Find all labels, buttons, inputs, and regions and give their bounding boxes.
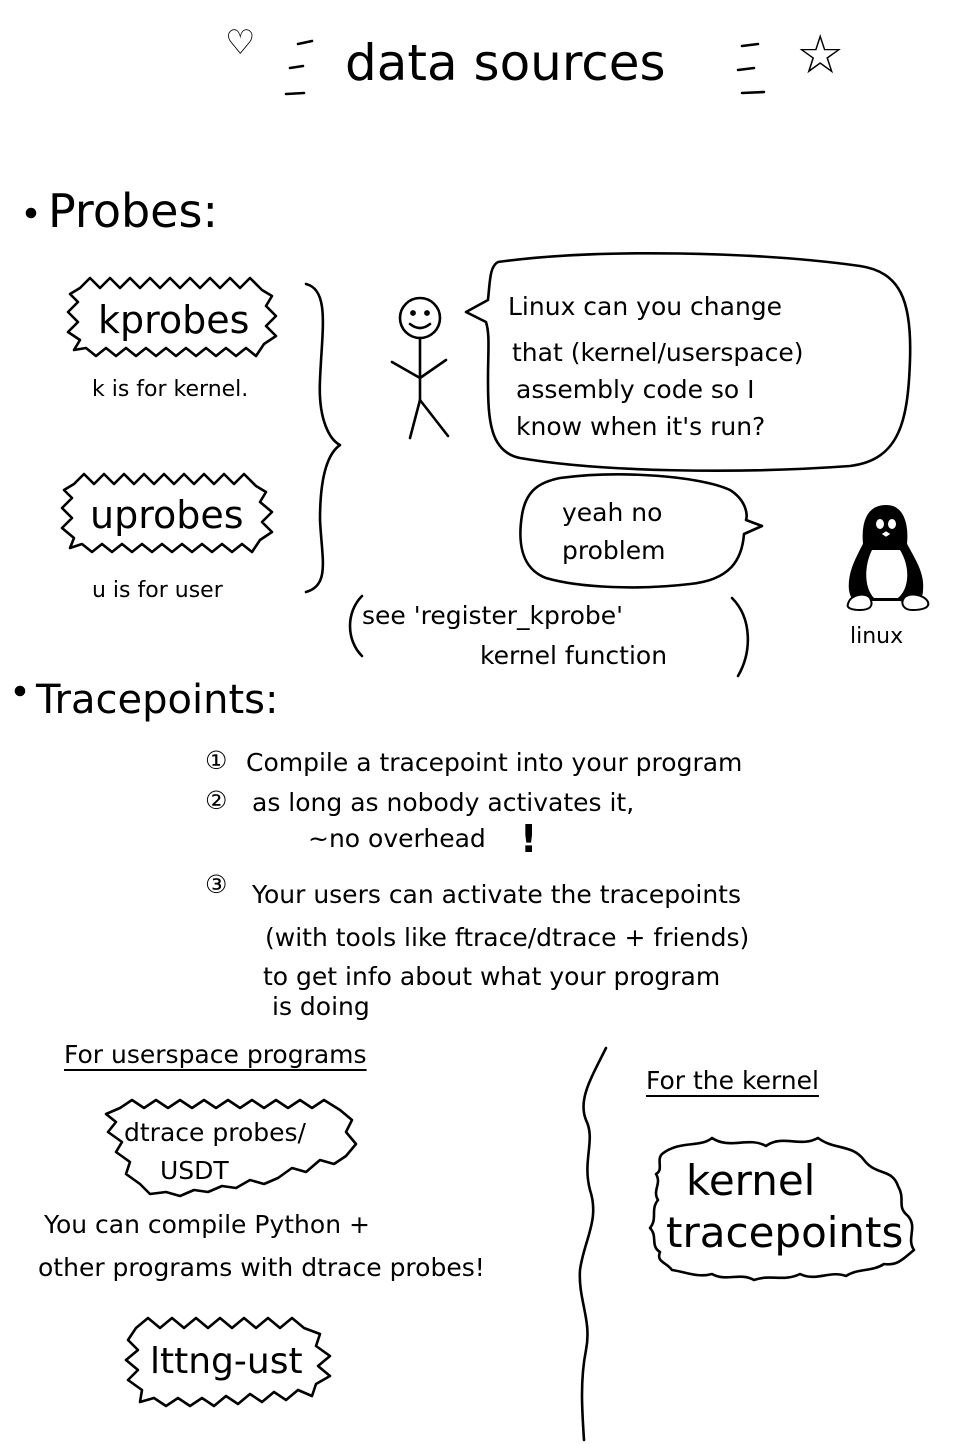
star-icon: ☆ xyxy=(796,23,845,86)
page-title: data sources xyxy=(345,34,666,92)
kernel-heading: For the kernel xyxy=(646,1066,819,1095)
speech-line: assembly code so I xyxy=(516,375,755,404)
speech-bubble xyxy=(466,253,910,470)
uprobes-label: uprobes xyxy=(90,493,244,537)
spiky-bubble xyxy=(650,1138,914,1280)
step-number: ③ xyxy=(205,870,228,899)
spiky-bubble xyxy=(106,1100,356,1196)
spiky-bubble xyxy=(68,278,276,356)
step3-line: is doing xyxy=(272,992,370,1021)
step3-line: (with tools like ftrace/dtrace + friends) xyxy=(265,923,750,952)
step-number: ② xyxy=(205,786,228,815)
speech-line: yeah no xyxy=(562,498,663,527)
step-number: ① xyxy=(205,746,228,775)
userspace-note-line: other programs with dtrace probes! xyxy=(38,1253,485,1282)
title-dash xyxy=(286,41,312,94)
column-divider xyxy=(580,1048,606,1440)
step1-text: Compile a tracepoint into your program xyxy=(246,748,743,777)
paren xyxy=(732,598,748,676)
see-note-line: see 'register_kprobe' xyxy=(362,601,624,630)
exclamation-mark: ! xyxy=(520,817,538,861)
speech-line: Linux can you change xyxy=(508,292,783,321)
probes-heading: Probes: xyxy=(48,184,218,238)
speech-line: know when it's run? xyxy=(516,412,766,441)
userspace-heading: For userspace programs xyxy=(64,1040,367,1069)
see-note-line: kernel function xyxy=(480,641,668,670)
heart-icon: ♡ xyxy=(225,23,256,63)
kprobes-note: k is for kernel. xyxy=(92,377,249,402)
uprobes-note: u is for user xyxy=(92,578,223,603)
speech-bubble xyxy=(520,474,762,587)
speech-line: problem xyxy=(562,536,666,565)
spiky-bubble xyxy=(126,1318,330,1406)
step2-text2: ~no overhead xyxy=(308,824,486,853)
tux-icon xyxy=(848,506,929,610)
bullet xyxy=(27,209,35,217)
linux-caption: linux xyxy=(850,624,904,649)
brace xyxy=(306,284,340,592)
step2-text: as long as nobody activates it, xyxy=(252,788,635,817)
userspace-note-line: You can compile Python + xyxy=(44,1210,370,1239)
step3-line: Your users can activate the tracepoints xyxy=(252,880,742,909)
lttng-label: lttng-ust xyxy=(150,1341,303,1382)
step3-line: to get info about what your program xyxy=(263,962,721,991)
dtrace-label-line: dtrace probes/ xyxy=(124,1118,306,1147)
kernel-tracepoints-line: tracepoints xyxy=(666,1208,904,1257)
kprobes-label: kprobes xyxy=(98,298,250,342)
tracepoints-heading: Tracepoints: xyxy=(36,677,279,723)
paren xyxy=(350,596,362,656)
title-dash xyxy=(738,44,764,93)
spiky-bubble xyxy=(62,474,272,552)
bullet xyxy=(16,687,24,695)
dtrace-label-line: USDT xyxy=(160,1156,229,1185)
speech-line: that (kernel/userspace) xyxy=(512,338,804,367)
kernel-tracepoints-line: kernel xyxy=(686,1156,816,1205)
person-icon xyxy=(392,298,448,438)
